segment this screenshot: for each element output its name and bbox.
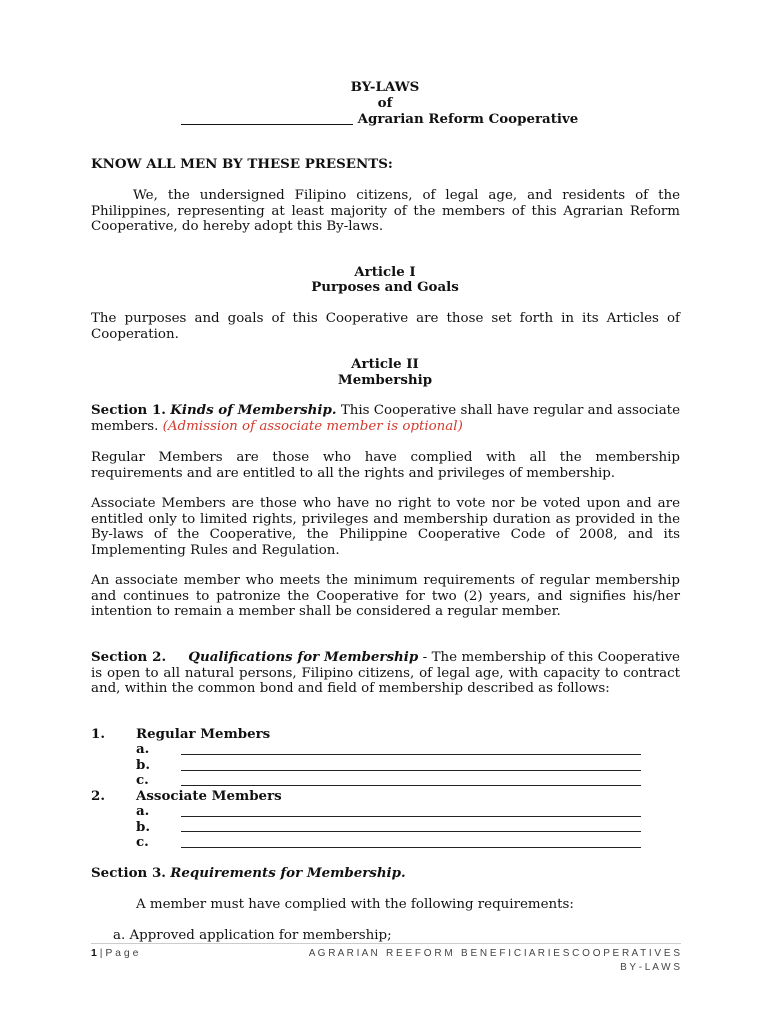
section-3-intro: A member must have complied with the following requirements:	[136, 897, 574, 912]
page-label: | P a g e	[99, 947, 139, 959]
doc-title-of: of	[377, 95, 393, 111]
list-2-title: Associate Members	[136, 788, 282, 804]
doc-title-cooperative: Agrarian Reform Cooperative	[357, 111, 579, 127]
preamble-text: We, the undersigned Filipino citizens, of legal age, and residents of the Philippines, representing at least majority of the members of this Agrarian Reform Cooperative, do hereby adopt this By-laws.	[91, 188, 680, 235]
footer-divider	[91, 943, 681, 944]
section-3-label: Section 3.	[91, 865, 166, 881]
doc-title: BY-LAWS	[350, 79, 420, 95]
list-1-item-c-blank	[181, 785, 641, 786]
list-1-item-b-blank	[181, 770, 641, 771]
section-1-title: Kinds of Membership.	[170, 402, 337, 418]
associate-members-paragraph: Associate Members are those who have no right to vote nor be voted upon and are entitled only to limited rights, privileges and membership duration as provided in the By-laws of the Cooperative, the Philippine Cooperative Code of 2008, and its Implementing Rules and Regulation.	[91, 496, 680, 558]
article-2-title: Membership	[337, 372, 433, 388]
regular-members-paragraph: Regular Members are those who have complied with all the membership requirements and are entitled to all the rights and privileges of membership.	[91, 450, 680, 481]
list-1-item-c-label: c.	[136, 772, 149, 788]
footer-page-number	[91, 946, 139, 962]
section-1-paragraph	[91, 403, 680, 434]
list-1-item-a-blank	[181, 754, 641, 755]
section-1-text: This Cooperative shall have regular and associate members.	[91, 403, 680, 434]
section-3-title: Requirements for Membership.	[170, 865, 406, 881]
section-2-paragraph	[91, 650, 680, 697]
article-1-text: The purposes and goals of this Cooperative are those set forth in its Articles of Cooperation.	[91, 311, 680, 342]
footer-running-title: A G R A R I A N R E E F O R M B E N E F I C I A R I E S C O O P E R A T I V E S	[308, 948, 680, 959]
associate-conversion-paragraph: An associate member who meets the minimum requirements of regular membership and continues to patronize the Cooperative for two (2) years, and signifies his/her intention to remain a member shall be considered a regular member.	[91, 573, 680, 620]
doc-title-cooperative-line	[181, 111, 578, 128]
section-2-title: Qualifications for Membership	[188, 649, 419, 665]
section-1-label: Section 1.	[91, 402, 166, 418]
list-2-item-c-blank	[181, 847, 641, 848]
list-1-item-b-label: b.	[136, 757, 151, 773]
cooperative-name-blank	[181, 111, 353, 125]
section-2-text: - The membership of this Cooperative is open to all natural persons, Filipino citizens, of legal age, with capacity to contract and, within the common bond and field of membership described as follows:	[91, 650, 680, 697]
page-number: 1	[91, 947, 97, 959]
list-2-number: 2.	[91, 788, 105, 804]
list-2-item-b-label: b.	[136, 819, 151, 835]
article-2-number: Article II	[351, 356, 419, 372]
article-1-number: Article I	[354, 264, 416, 280]
article-1-title: Purposes and Goals	[311, 279, 459, 295]
section-1-optional-note: (Admission of associate member is optional)	[162, 418, 463, 434]
list-2-item-a-blank	[181, 816, 641, 817]
section-3-item-a: a. Approved application for membership;	[113, 928, 392, 943]
preamble-heading: KNOW ALL MEN BY THESE PRESENTS:	[91, 156, 393, 172]
list-1-number: 1.	[91, 726, 105, 742]
section-2-label: Section 2.	[91, 649, 167, 665]
footer-running-title-2: B Y - L A W S	[620, 962, 680, 973]
section-3-heading	[91, 866, 406, 882]
list-2-item-c-label: c.	[136, 834, 149, 850]
list-1-title: Regular Members	[136, 726, 271, 742]
list-1-item-a-label: a.	[136, 741, 150, 757]
list-2-item-a-label: a.	[136, 803, 150, 819]
list-2-item-b-blank	[181, 831, 641, 832]
